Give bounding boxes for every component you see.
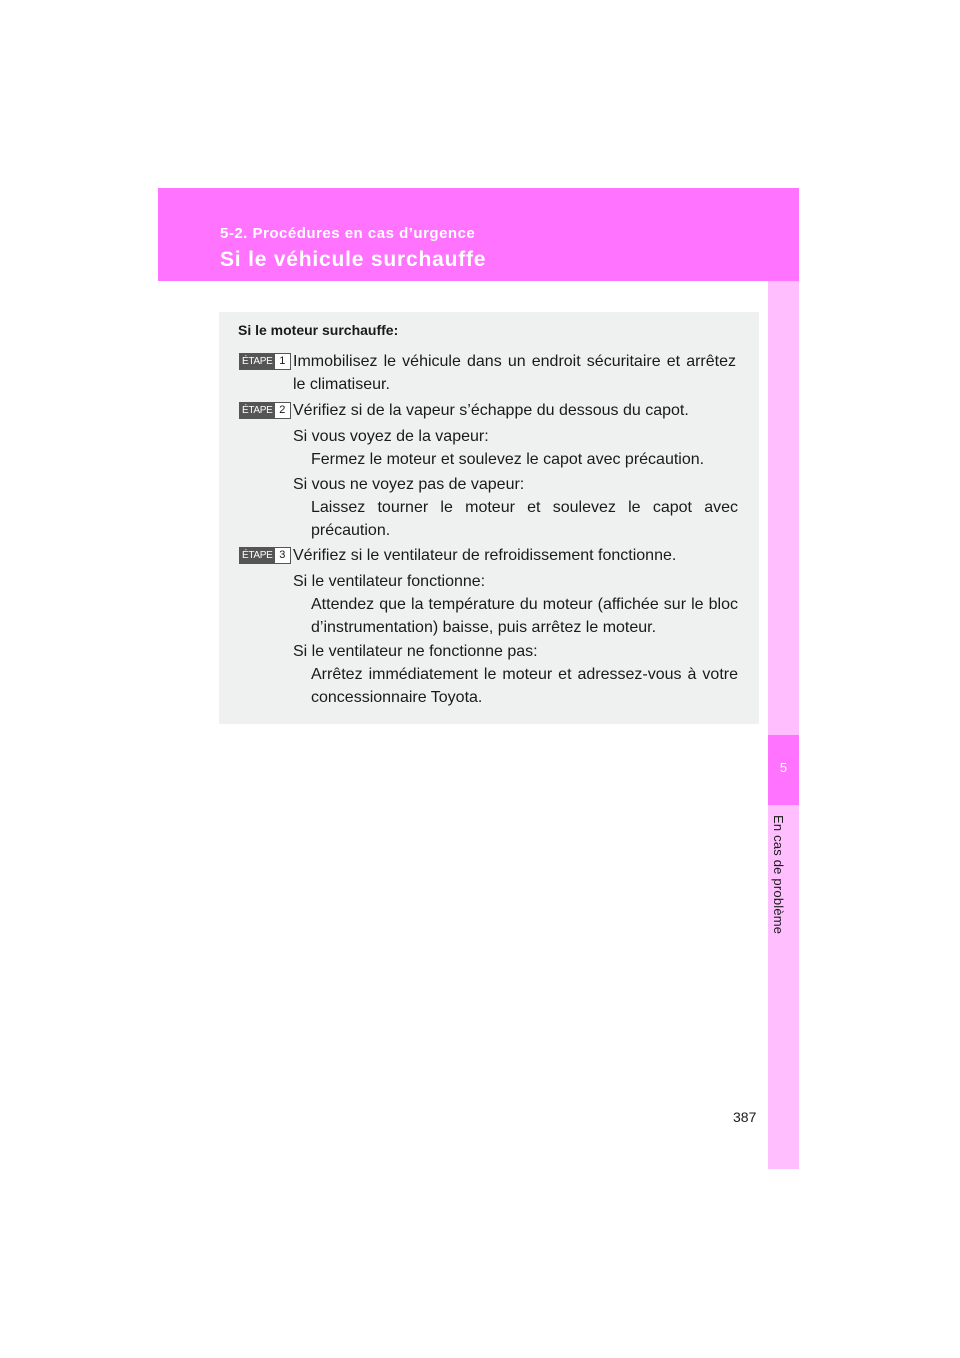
step-3 (239, 544, 736, 567)
condition-label: Si vous ne voyez pas de vapeur: (293, 476, 525, 493)
step-badge (239, 353, 291, 370)
page-header (158, 188, 799, 281)
section-label: 5-2. Procédures en cas d’urgence (220, 225, 476, 242)
step-badge-word: ÉTAPE (242, 550, 273, 561)
condition-action: Laissez tourner le moteur et soulevez le capot avec précaution. (311, 499, 738, 539)
chapter-title: En cas de problème (771, 815, 786, 935)
chapter-side-tab (768, 281, 799, 1169)
step-badge-number: 2 (279, 404, 286, 416)
condition-block (293, 425, 738, 471)
step-badge (239, 402, 291, 419)
step-text: Immobilisez le véhicule dans un endroit sécuritaire et arrêtez le climatiseur. (293, 353, 736, 393)
step-2 (239, 399, 736, 422)
step-badge (239, 547, 291, 564)
step-1 (239, 350, 736, 396)
step-text: Vérifiez si le ventilateur de refroidissement fonctionne. (293, 547, 677, 564)
condition-label: Si vous voyez de la vapeur: (293, 428, 489, 445)
condition-block (293, 640, 738, 709)
chapter-marker (768, 735, 799, 805)
condition-action: Arrêtez immédiatement le moteur et adressez-vous à votre concessionnaire Toyota. (311, 666, 738, 706)
step-badge-number: 1 (279, 355, 286, 367)
condition-block (293, 570, 738, 639)
procedure-box (219, 312, 759, 724)
page-number: 387 (733, 1109, 757, 1125)
step-text: Vérifiez si de la vapeur s’échappe du dessous du capot. (293, 402, 689, 419)
condition-label: Si le ventilateur ne fonctionne pas: (293, 643, 538, 660)
chapter-number: 5 (779, 760, 788, 775)
condition-action: Fermez le moteur et soulevez le capot avec précaution. (311, 451, 705, 468)
step-badge-word: ÉTAPE (242, 405, 273, 416)
procedure-heading: Si le moteur surchauffe: (238, 322, 399, 338)
condition-label: Si le ventilateur fonctionne: (293, 573, 486, 590)
page-title: Si le véhicule surchauffe (220, 248, 487, 271)
step-badge-number: 3 (279, 549, 286, 561)
condition-action: Attendez que la température du moteur (affichée sur le bloc d’instrumentation) baisse, puis arrêtez le moteur. (311, 596, 738, 636)
step-badge-word: ÉTAPE (242, 356, 273, 367)
condition-block (293, 473, 738, 542)
